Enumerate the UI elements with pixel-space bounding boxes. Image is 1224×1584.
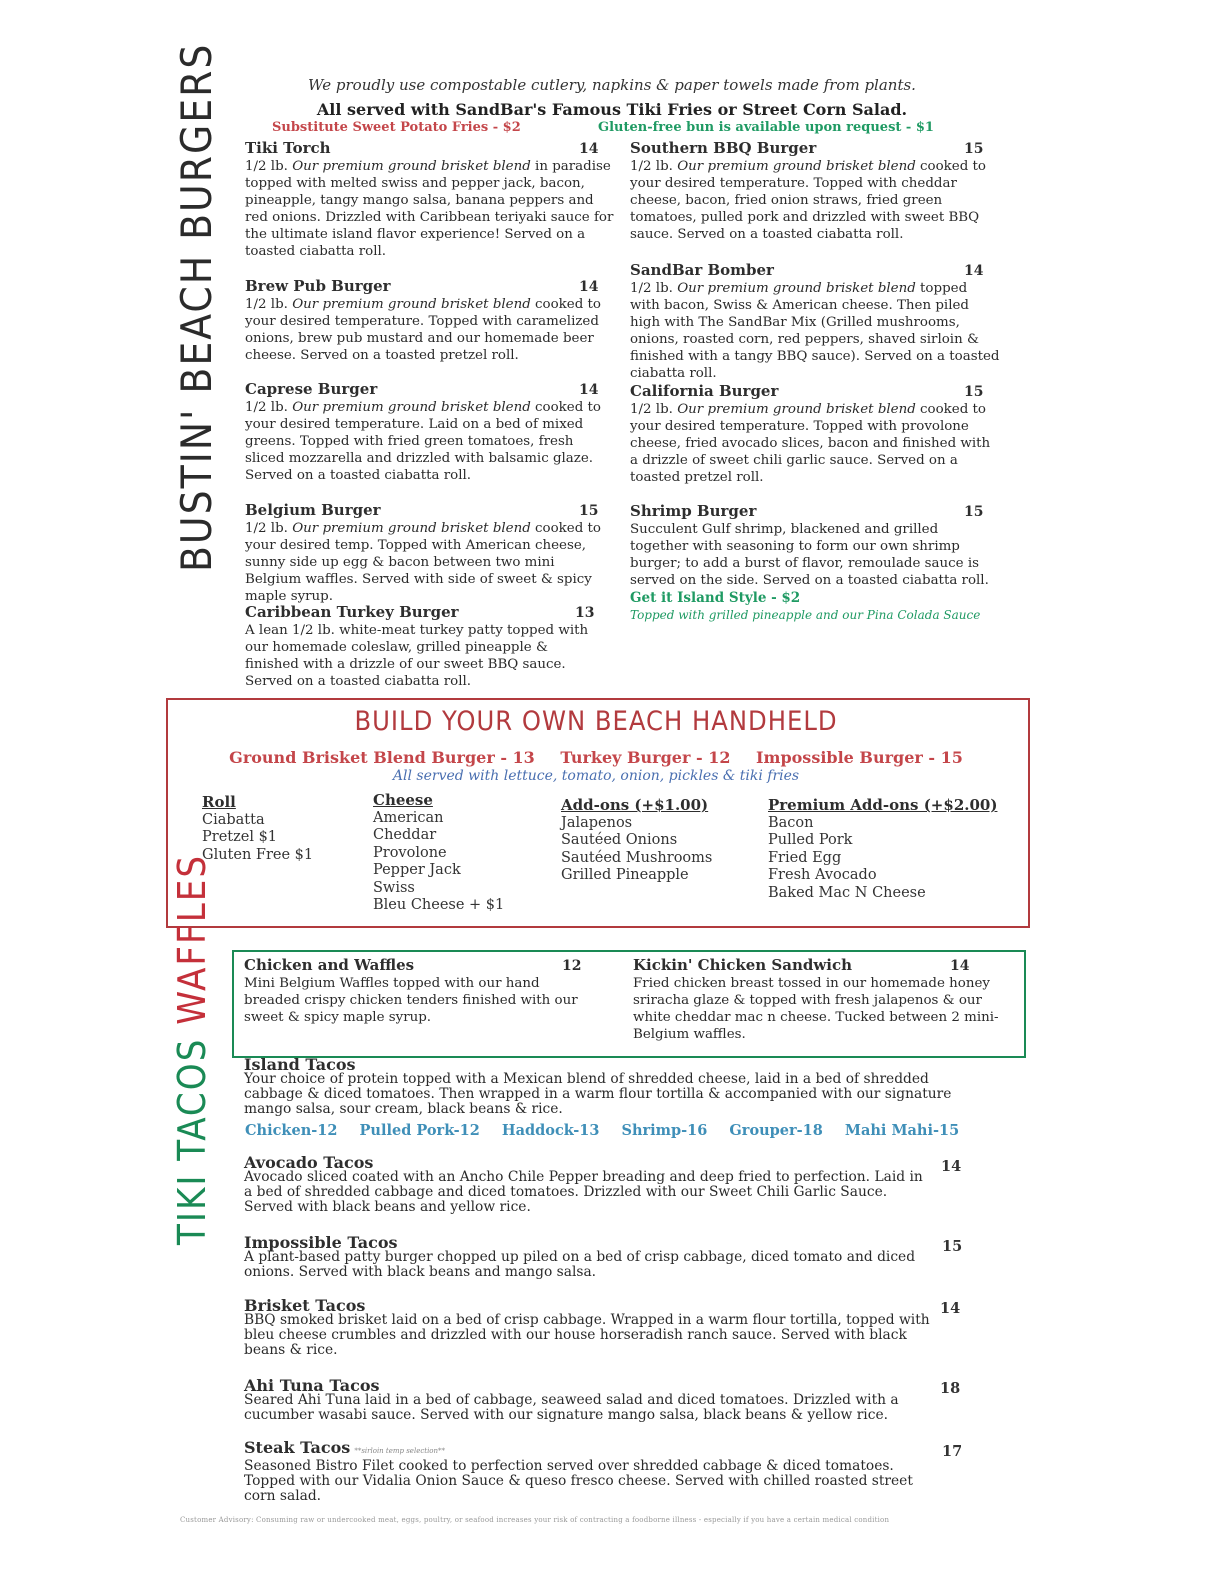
item-price: 14 xyxy=(579,279,599,295)
item-name: Caribbean Turkey Burger xyxy=(245,603,459,621)
item-name: Brew Pub Burger xyxy=(245,277,391,295)
list-item: Sautéed Onions xyxy=(561,832,678,848)
protein-option: Pulled Pork-12 xyxy=(359,1122,480,1139)
item-desc: 1/2 lb. Our premium ground brisket blend cooked to your desired temperature. Topped with provolone cheese, fried avocado slices, bacon and finished with a drizzle of sweet chili garlic sauce. Served on a toasted pretzel roll. xyxy=(630,402,991,485)
item-price: 15 xyxy=(579,503,599,519)
tacos-waffles-section-title: TIKI TACOS WAFFLES xyxy=(170,853,214,1245)
item-price: 15 xyxy=(964,141,984,157)
list-item: Fried Egg xyxy=(768,849,842,866)
byo-option: Impossible Burger - 15 xyxy=(756,748,963,767)
item-name: Belgium Burger xyxy=(245,501,381,519)
menu-item-impossible-tacos xyxy=(244,1235,934,1280)
menu-item-caribbean-turkey-burger xyxy=(245,604,595,690)
menu-item-california-burger xyxy=(630,383,995,486)
item-name: Kickin' Chicken Sandwich xyxy=(633,956,853,974)
list-item: Provolone xyxy=(373,844,447,861)
menu-item-tiki-torch xyxy=(245,140,615,260)
list-item: Swiss xyxy=(373,879,415,896)
item-desc: A lean 1/2 lb. white-meat turkey patty topped with our homemade coleslaw, grilled pineapple & finished with a drizzle of our sweet BBQ sauce. Served on a toasted ciabatta roll. xyxy=(245,623,589,689)
item-name: Island Tacos xyxy=(244,1055,356,1074)
item-name: SandBar Bomber xyxy=(630,261,774,279)
menu-item-brisket-tacos xyxy=(244,1298,934,1358)
list-item: Pulled Pork xyxy=(768,832,853,848)
item-price: 12 xyxy=(562,958,582,974)
gluten-free-note: Gluten-free bun is available upon request - $1 xyxy=(598,120,934,135)
item-name: Steak Tacos **sirloin temp selection** xyxy=(244,1438,446,1457)
item-name: Ahi Tuna Tacos xyxy=(244,1376,380,1395)
list-item: Pretzel $1 xyxy=(202,829,278,845)
list-item: Jalapenos xyxy=(561,814,633,831)
byo-roll-column xyxy=(202,794,313,864)
list-item: Cheddar xyxy=(373,827,437,843)
item-desc: 1/2 lb. Our premium ground brisket blend cooked to your desired temp. Topped with American cheese, sunny side up egg & bacon between two mini Belgium waffles. Served with side of sweet & spicy maple syrup. xyxy=(245,521,601,604)
menu-item-shrimp-burger xyxy=(630,503,1000,624)
list-item: Grilled Pineapple xyxy=(561,867,689,883)
column-header: Add-ons (+$1.00) xyxy=(561,796,709,814)
item-name: Chicken and Waffles xyxy=(244,956,415,974)
item-name: Impossible Tacos xyxy=(244,1233,398,1252)
byo-patty-options xyxy=(166,748,1026,767)
list-item: Pepper Jack xyxy=(373,862,461,878)
item-desc: 1/2 lb. Our premium ground brisket blend cooked to your desired temperature. Topped with caramelized onions, brew pub mustard and our homemade beer cheese. Served on a toasted pretzel roll. xyxy=(245,297,601,363)
item-desc: Seasoned Bistro Filet cooked to perfection served over shredded cabbage & diced tomatoes. Topped with our Vidalia Onion Sauce & queso fresco cheese. Served with chilled roasted street corn salad. xyxy=(244,1458,913,1504)
list-item: Bacon xyxy=(768,814,814,831)
item-desc: A plant-based patty burger chopped up piled on a bed of crisp cabbage, diced tomato and diced onions. Served with black beans and mango salsa. xyxy=(244,1249,916,1280)
byo-option: Ground Brisket Blend Burger - 13 xyxy=(229,748,535,767)
byo-cheese-column xyxy=(373,792,504,915)
customer-advisory: Customer Advisory: Consuming raw or undercooked meat, eggs, poultry, or seafood increases your risk of contracting a foodborne illness - especially if you have a certain medical condition xyxy=(180,1516,890,1524)
item-name: Shrimp Burger xyxy=(630,502,757,520)
island-style-note: Topped with grilled pineapple and our Pina Colada Sauce xyxy=(630,608,981,622)
menu-item-ahi-tuna-tacos xyxy=(244,1378,934,1423)
item-price: 15 xyxy=(942,1238,963,1255)
item-price: 17 xyxy=(942,1443,963,1460)
item-name: Caprese Burger xyxy=(245,380,378,398)
sweet-potato-sub: Substitute Sweet Potato Fries - $2 xyxy=(272,120,521,135)
item-desc: 1/2 lb. Our premium ground brisket blend cooked to your desired temperature. Laid on a bed of mixed greens. Topped with fried green tomatoes, fresh sliced mozzarella and drizzled with balsamic glaze. Served on a toasted ciabatta roll. xyxy=(245,400,601,483)
sides-note: All served with SandBar's Famous Tiki Fries or Street Corn Salad. xyxy=(316,100,908,119)
column-header: Cheese xyxy=(373,791,433,809)
item-desc: 1/2 lb. Our premium ground brisket blend topped with bacon, Swiss & American cheese. Then piled high with The SandBar Mix (Grilled mushrooms, onions, roasted corn, red peppers, shaved sirloin & finished with a tangy BBQ sauce). Served on a toasted ciabatta roll. xyxy=(630,281,1000,381)
menu-item-southern-bbq-burger xyxy=(630,140,1005,243)
item-name: California Burger xyxy=(630,382,779,400)
byo-option: Turkey Burger - 12 xyxy=(560,748,731,767)
menu-item-brew-pub-burger xyxy=(245,278,605,364)
item-desc: Seared Ahi Tuna laid in a bed of cabbage, seaweed salad and diced tomatoes. Drizzled with a cucumber wasabi sauce. Served with our signature mango salsa, black beans & yellow rice. xyxy=(244,1392,899,1423)
byo-title: BUILD YOUR OWN BEACH HANDHELD xyxy=(354,706,838,737)
list-item: Sautéed Mushrooms xyxy=(561,849,713,866)
column-header: Roll xyxy=(202,793,236,811)
item-price: 15 xyxy=(964,384,984,400)
menu-item-belgium-burger xyxy=(245,502,613,605)
list-item: Baked Mac N Cheese xyxy=(768,884,926,901)
list-item: Gluten Free $1 xyxy=(202,846,314,863)
protein-option: Grouper-18 xyxy=(729,1122,823,1139)
item-name: Southern BBQ Burger xyxy=(630,139,817,157)
protein-options xyxy=(245,1122,976,1139)
protein-option: Shrimp-16 xyxy=(621,1122,708,1139)
byo-premium-column xyxy=(768,797,997,902)
list-item: Ciabatta xyxy=(202,811,265,828)
item-desc: 1/2 lb. Our premium ground brisket blend in paradise topped with melted swiss and pepper jack, bacon, pineapple, tangy mango salsa, banana peppers and red onions. Drizzled with Caribbean teriyaki sauce for the ultimate island flavor experience! Served on a toasted ciabatta roll. xyxy=(245,159,614,259)
steak-temp-note: **sirloin temp selection** xyxy=(354,1447,446,1455)
column-header: Premium Add-ons (+$2.00) xyxy=(768,796,998,814)
menu-item-chicken-and-waffles xyxy=(244,957,584,1026)
item-desc: Fried chicken breast tossed in our homemade honey sriracha glaze & topped with fresh jalapenos & our white cheddar mac n cheese. Tucked between 2 mini-Belgium waffles. xyxy=(633,976,999,1042)
item-price: 14 xyxy=(940,1300,961,1317)
list-item: Fresh Avocado xyxy=(768,867,877,883)
item-desc: BBQ smoked brisket laid on a bed of crisp cabbage. Wrapped in a warm flour tortilla, topped with bleu cheese crumbles and drizzled with our house horseradish ranch sauce. Served with black beans & rice. xyxy=(244,1312,930,1358)
item-name: Avocado Tacos xyxy=(244,1153,374,1172)
menu-item-island-tacos xyxy=(244,1057,984,1117)
protein-option: Haddock-13 xyxy=(501,1122,600,1139)
item-price: 18 xyxy=(940,1380,961,1397)
item-desc: Mini Belgium Waffles topped with our hand breaded crispy chicken tenders finished with our sweet & spicy maple syrup. xyxy=(244,976,578,1025)
item-price: 14 xyxy=(941,1158,962,1175)
item-price: 14 xyxy=(579,141,599,157)
item-price: 14 xyxy=(950,958,970,974)
list-item: American xyxy=(373,809,444,826)
byo-note: All served with lettuce, tomato, onion, pickles & tiki fries xyxy=(392,768,800,784)
byo-addons-column xyxy=(561,797,712,885)
menu-item-caprese-burger xyxy=(245,381,607,484)
burgers-section-title: BUSTIN' BEACH BURGERS xyxy=(172,42,221,572)
protein-option: Mahi Mahi-15 xyxy=(844,1122,960,1139)
item-price: 14 xyxy=(964,263,984,279)
protein-option: Chicken-12 xyxy=(245,1122,338,1139)
list-item: Bleu Cheese + $1 xyxy=(373,897,505,913)
item-price: 13 xyxy=(575,605,595,621)
menu-item-avocado-tacos xyxy=(244,1155,934,1215)
item-desc: 1/2 lb. Our premium ground brisket blend cooked to your desired temperature. Topped with cheddar cheese, bacon, fried onion straws, fried green tomatoes, pulled pork and drizzled with sweet BBQ sauce. Served on a toasted ciabatta roll. xyxy=(630,159,986,242)
menu-item-kickin-chicken-sandwich xyxy=(633,957,1013,1043)
item-desc: Succulent Gulf shrimp, blackened and grilled together with seasoning to form our own shrimp burger; to add a burst of flavor, remoulade sauce is served on the side. Served on a toasted ciabatta roll. xyxy=(630,522,989,588)
item-desc: Avocado sliced coated with an Ancho Chile Pepper breading and deep fried to perfection. Laid in a bed of shredded cabbage and diced tomatoes. Drizzled with our Sweet Chili Garlic Sauce. Served with black beans and yellow rice. xyxy=(244,1169,923,1215)
item-name: Tiki Torch xyxy=(245,139,331,157)
item-price: 14 xyxy=(579,382,599,398)
island-style-upgrade: Get it Island Style - $2 xyxy=(630,590,801,606)
menu-item-sandbar-bomber xyxy=(630,262,1000,382)
compostable-note: We proudly use compostable cutlery, napkins & paper towels made from plants. xyxy=(308,76,916,94)
item-name: Brisket Tacos xyxy=(244,1296,366,1315)
item-desc: Your choice of protein topped with a Mexican blend of shredded cheese, laid in a bed of shredded cabbage & diced tomatoes. Then wrapped in a warm flour tortilla & accompanied with our signature mango salsa, sour cream, black beans & rice. xyxy=(244,1071,952,1117)
menu-item-steak-tacos xyxy=(244,1440,934,1504)
item-price: 15 xyxy=(964,504,984,520)
